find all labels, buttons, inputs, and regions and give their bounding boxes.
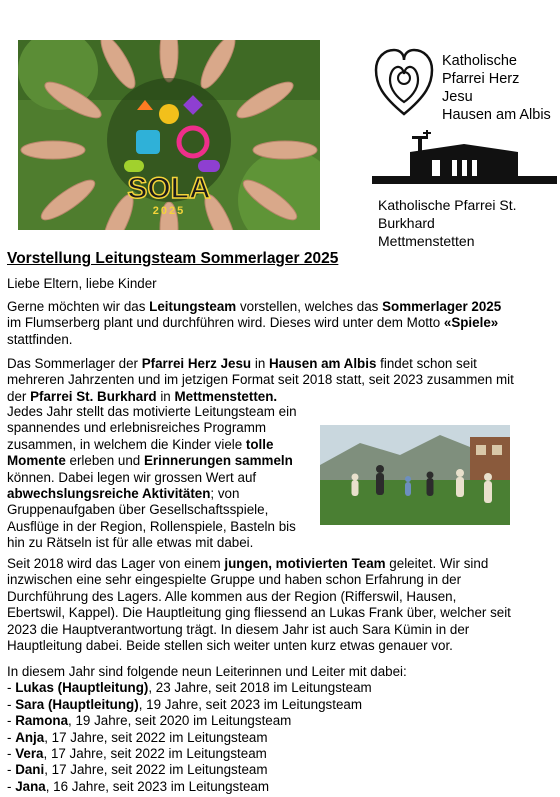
history-paragraph-b: Jedes Jahr stellt das motivierte Leitungsteam ein spannendes und erlebnisreiches Programm zusammen, in welchem die Kinder viele tolle Momente erleben und Erinnerungen sammeln können. Dabei legen wir grossen Wert auf abwechslungsreiche Aktivitäten; von Gruppenaufgaben über Gesellschaftsspiele, Ausflüge in der Region, Rollenspiele, Basteln bis hin zu Rätseln ist für alle etwas mit dabei. <box>7 404 297 551</box>
parish2-line: Mettmenstetten <box>378 233 475 249</box>
parish1-line: Katholische <box>442 53 517 69</box>
parish1-line: Pfarrei Herz Jesu <box>442 71 520 105</box>
sola-logo-year: 2025 <box>152 205 186 217</box>
parish-st-burkhard-logo <box>372 130 557 249</box>
greeting: Liebe Eltern, liebe Kinder <box>7 276 157 291</box>
leaders-list <box>7 664 407 795</box>
list-item: - Vera, 17 Jahre, seit 2022 im Leitungsteam <box>7 746 267 762</box>
hero-image <box>18 40 320 230</box>
list-item: - Dani, 17 Jahre, seit 2022 im Leitungsteam <box>7 762 268 778</box>
parish1-line: Hausen am Albis <box>442 107 551 123</box>
heart-knot-icon <box>372 40 436 120</box>
camp-photo <box>320 425 510 525</box>
parish-herz-jesu-logo <box>372 40 552 123</box>
list-item: - Sara (Hauptleitung), 19 Jahre, seit 2023 im Leitungsteam <box>7 696 362 712</box>
history-paragraph-a: Das Sommerlager der Pfarrei Herz Jesu in Hausen am Albis findet schon seit mehreren Jahrzenten und im jetzigen Format seit 2018 statt, seit 2023 zusammen mit der Pfarrei St. Burkhard in Mettmenstetten. <box>7 356 514 404</box>
list-item: - Ramona, 19 Jahre, seit 2020 im Leitungsteam <box>7 713 292 729</box>
sola-logo-text: SOLA <box>127 172 211 205</box>
parish2-line: Katholische Pfarrei St. Burkhard <box>378 197 517 231</box>
list-item: - Jana, 16 Jahre, seit 2023 im Leitungsteam <box>7 778 270 794</box>
church-icon <box>372 130 557 192</box>
leaders-intro: In diesem Jahr sind folgende neun Leiterinnen und Leiter mit dabei: <box>7 664 407 679</box>
team-paragraph: Seit 2018 wird das Lager von einem jungen, motivierten Team geleitet. Wir sind inzwischen eine sehr eingespielte Gruppe und haben schon Erfahrung in der Durchführung des Lagers. Alle kommen aus der Region (Rifferswil, Hausen, Ebertswil, Kappel). Die Hauptleitung ging fliessend an Lukas Frank über, welcher seit 2023 die Hauptverantwortung trägt. In diesem Jahr ist auch Sara Kümin in der Hauptleitung dabei. Beide stellen sich weiter unten kurz etwas genauer vor. <box>7 556 511 654</box>
list-item: - Lukas (Hauptleitung), 23 Jahre, seit 2018 im Leitungsteam <box>7 680 372 696</box>
list-item: - Anja, 17 Jahre, seit 2022 im Leitungsteam <box>7 729 268 745</box>
page-title: Vorstellung Leitungsteam Sommerlager 2025 <box>7 250 339 267</box>
intro-paragraph: Gerne möchten wir das Leitungsteam vorstellen, welches das Sommerlager 2025 im Flumserberg plant und durchführen wird. Dieses wird unter dem Motto «Spiele» stattfinden. <box>7 299 502 347</box>
